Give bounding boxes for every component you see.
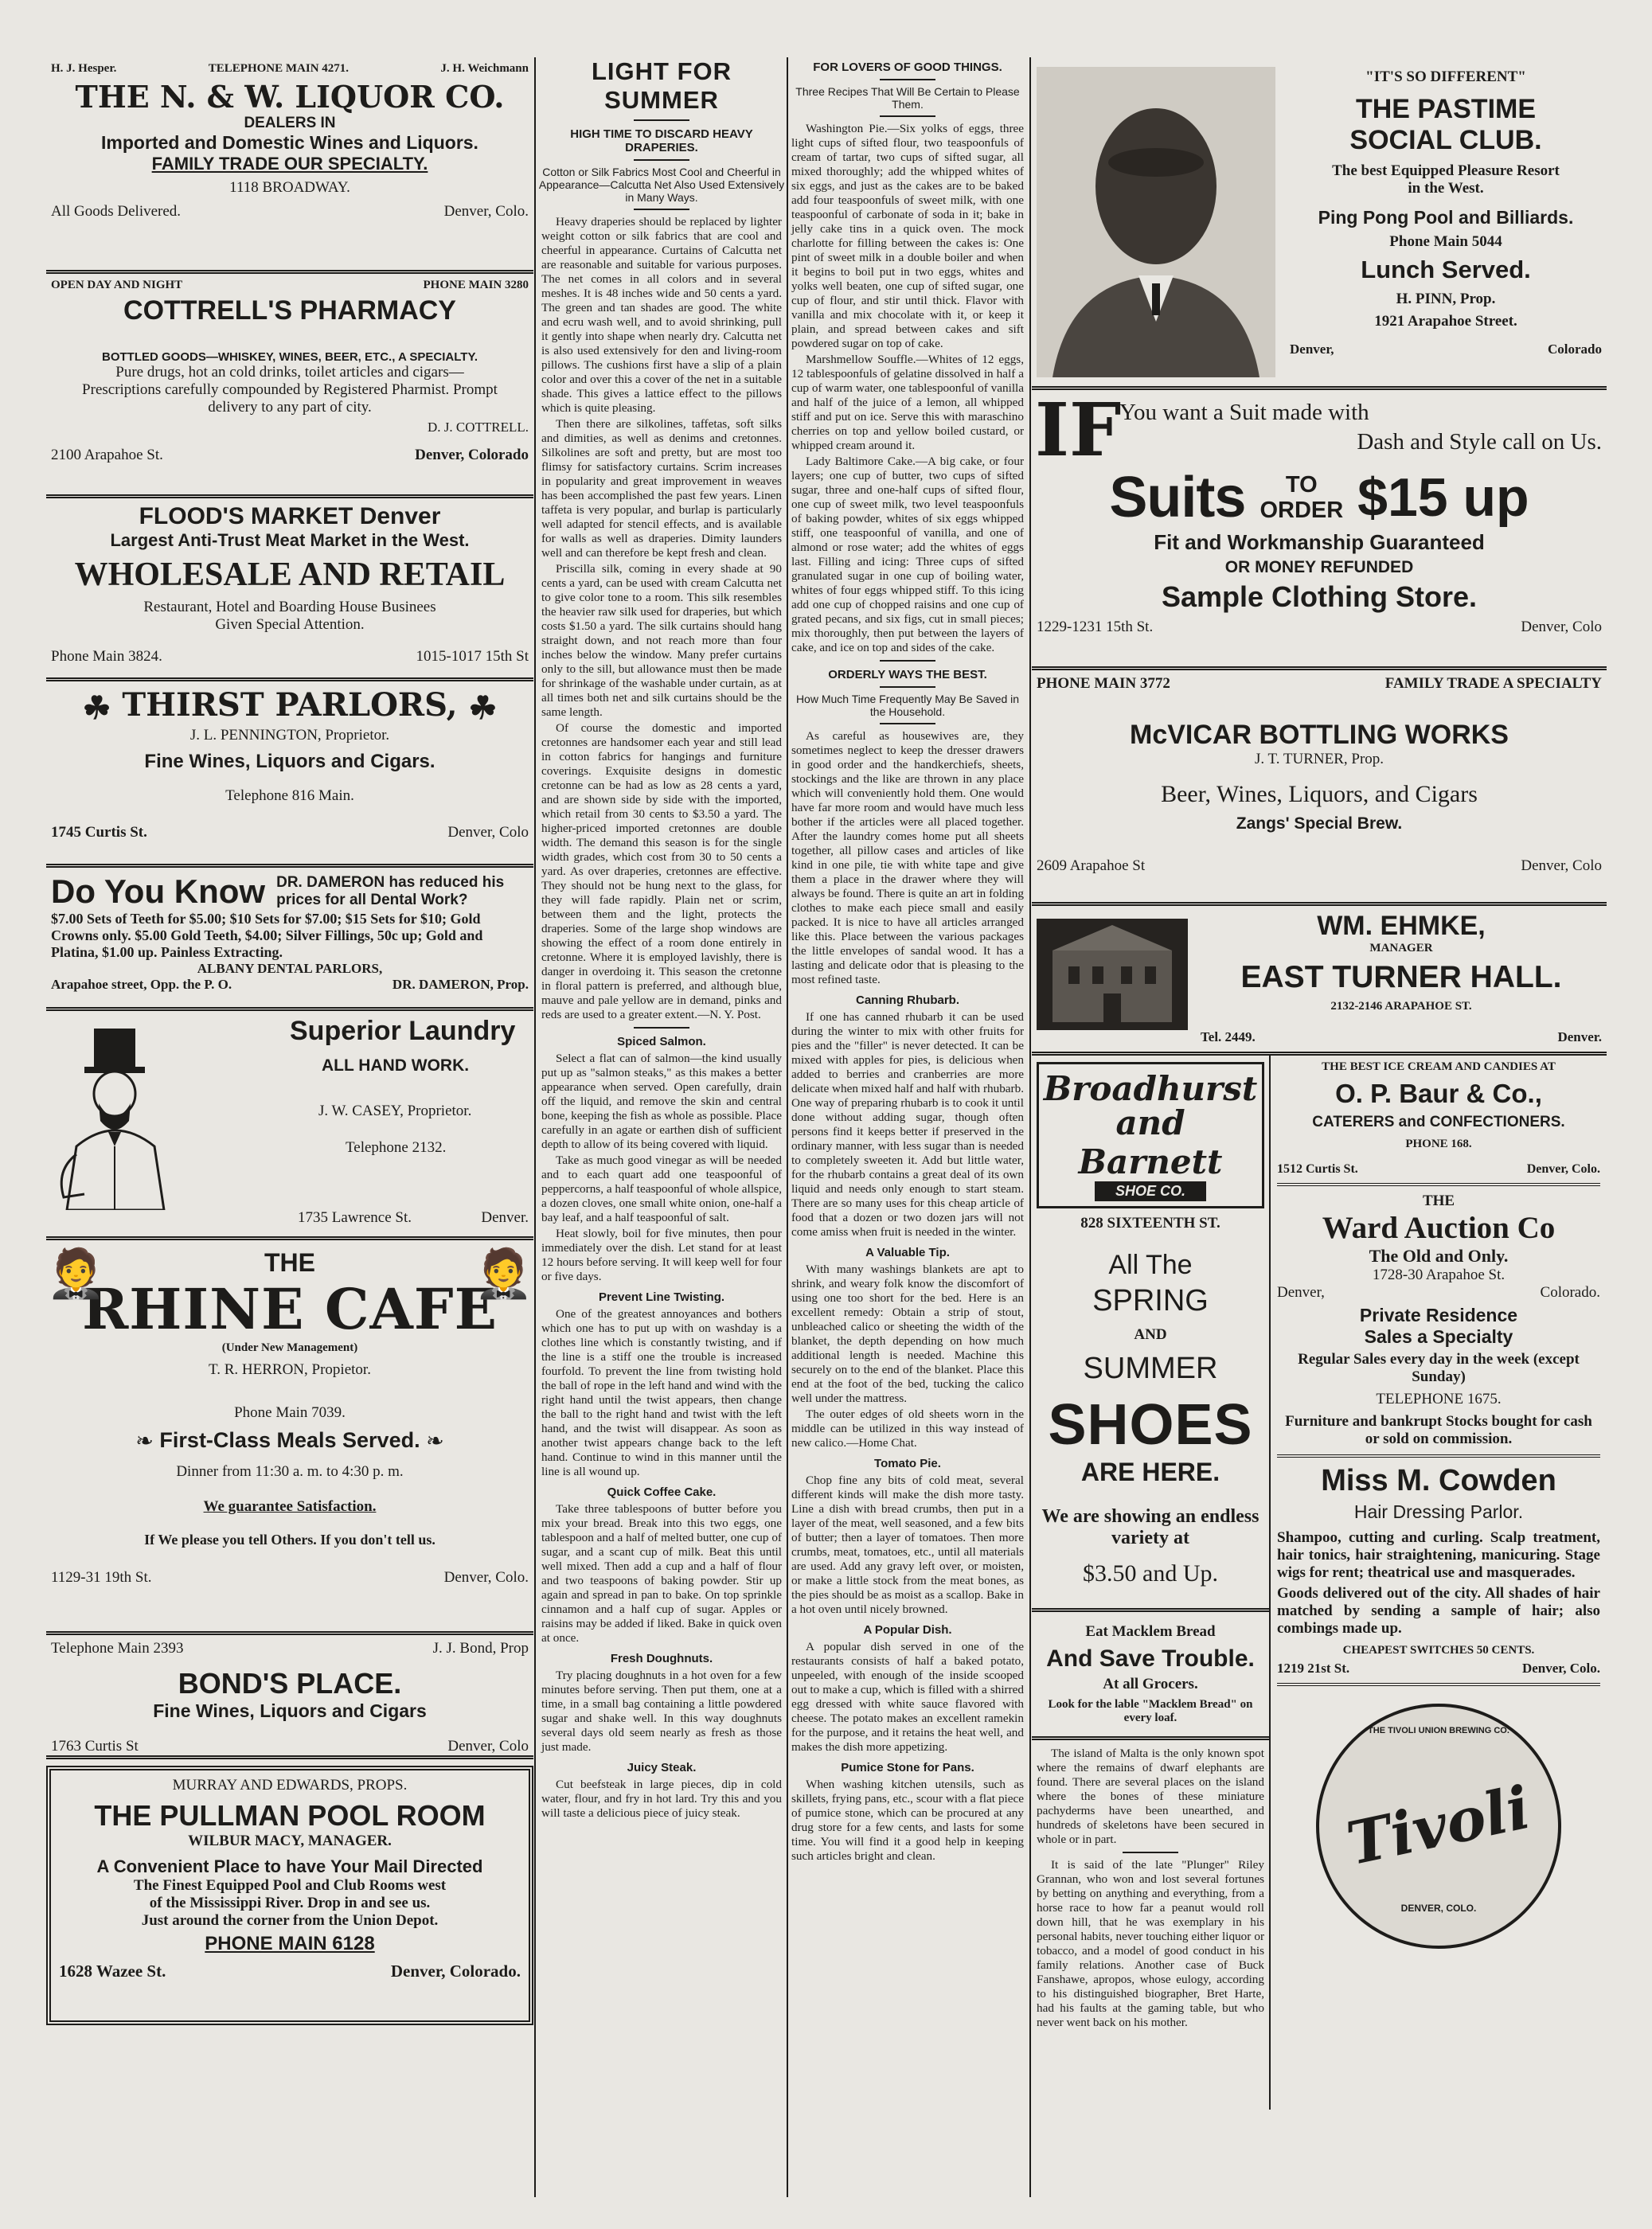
liquor-address: 1118 BROADWAY. xyxy=(229,179,350,196)
rhine-phone: Phone Main 7039. xyxy=(234,1404,346,1421)
article-tomato-title: Tomato Pie. xyxy=(874,1457,941,1470)
waiter-left-icon: 🤵 xyxy=(46,1247,106,1300)
bond-phone: Telephone Main 2393 xyxy=(51,1640,184,1657)
bond-name: BOND'S PLACE. xyxy=(178,1667,402,1700)
bond-city: Denver, Colo xyxy=(447,1738,529,1755)
broadhurst-line3: SHOE CO. xyxy=(1095,1181,1206,1201)
liquor-name: THE N. & W. LIQUOR CO. xyxy=(75,79,505,115)
article-paragraph: When washing kitchen utensils, such as skillets, frying pans, etc., scour with a flat piece of pumice stone, which can be procured at any drug store for a few cents, and lasts for some time. You will find it a good help in keeping such articles bright and clean. xyxy=(791,1778,1024,1863)
pharmacy-city: Denver, Colorado xyxy=(415,447,529,463)
broadhurst-all: All The xyxy=(1108,1250,1193,1280)
tivoli-ad xyxy=(1277,1686,1600,1949)
pullman-pool-room-ad xyxy=(46,1766,533,2025)
cowden-city: Denver, Colo. xyxy=(1521,1661,1600,1676)
article-paragraph: Then there are silkolines, taffetas, soft silks and dimities, as well as denims and cretonnes. Silkolines are soft and pretty, but are most too flimsy for satisfactory curtains. Scrim increases in popularity and great improvement in weaves has been accomplished the past few years. Linen taffeta is very popular, and burlap is particularly well adapted for stencil effects, and is available for walls as well as draperies. Dimity launders well and can therefore be kept fresh and clean. xyxy=(541,417,782,560)
laundry-address: 1735 Lawrence St. xyxy=(298,1209,412,1226)
broadhurst-line2: and Barnett xyxy=(1078,1103,1223,1181)
clover-icon: ☘ xyxy=(82,689,111,727)
suits-store: Sample Clothing Store. xyxy=(1161,580,1478,613)
mcvicar-address: 2609 Arapahoe St xyxy=(1037,857,1146,874)
tivoli-ring: THE TIVOLI UNION BREWING CO. xyxy=(1368,1726,1509,1735)
suits-address: 1229-1231 15th St. xyxy=(1037,619,1154,635)
article-line-body xyxy=(541,1307,782,1479)
liquor-partner-left: H. J. Hesper. xyxy=(51,62,117,75)
mcvicar-ad xyxy=(1032,670,1607,906)
article-rhubarb-body xyxy=(791,1010,1024,1239)
ward-state: Colorado. xyxy=(1540,1284,1600,1301)
leaf-icon: ❧ xyxy=(426,1429,444,1454)
article-orderly-subhead: How Much Time Frequently May Be Saved in the Household. xyxy=(795,693,1020,718)
ward-regular: Regular Sales every day in the week (except Sunday) xyxy=(1298,1351,1580,1385)
article-orderly-title: ORDERLY WAYS THE BEST. xyxy=(828,668,987,681)
baur-city: Denver, Colo. xyxy=(1526,1162,1600,1176)
pharmacy-ad xyxy=(46,274,533,498)
baur-top: THE BEST ICE CREAM AND CANDIES AT xyxy=(1322,1060,1556,1073)
thirst-city: Denver, Colo xyxy=(447,823,529,841)
dental-address: Arapahoe street, Opp. the P. O. xyxy=(51,977,232,992)
pharmacy-text: Pure drugs, hot an cold drinks, toilet articles and cigars—Prescriptions carefully compounded by Registered Pharmist. Prompt delivery to any part of city. xyxy=(82,364,498,416)
rhine-name: RHINE CAFE xyxy=(82,1276,498,1342)
rhine-cafe-ad xyxy=(46,1240,533,1635)
article-paragraph: Heavy draperies should be replaced by lighter weight cotton or silk fabrics that are cool and cheerful in appearance. Curtains of Calcutta net are reasonable and suitable for various purposes. The net comes in all colors and in several meshes. It is 48 inches wide and 50 cents a yard. The green and tan shades are good. The white and ecru wash well, and to avoid shrinking, pull it gently into shape when nearly dry. Calcutta net is also used extensively for den and living-room pillows. The cushions first have a slip of a plain color and over this a cover of the net in a suitable shade. This gives a lattice effect to the pillows which is quite pleasing. xyxy=(541,215,782,415)
pharmacy-bottled: BOTTLED GOODS—WHISKEY, WINES, BEER, ETC., A SPECIALTY. xyxy=(102,350,478,364)
pastime-club-ad xyxy=(1032,57,1607,390)
dental-signature: DR. DAMERON, Prop. xyxy=(392,977,529,992)
baur-name: O. P. Baur & Co., xyxy=(1335,1079,1542,1108)
rhine-city: Denver, Colo. xyxy=(443,1569,529,1587)
article-tip-body xyxy=(791,1263,1024,1450)
flood-name: FLOOD'S MARKET Denver xyxy=(139,503,441,529)
article-drapery-subhead: HIGH TIME TO DISCARD HEAVY DRAPERIES. xyxy=(570,127,753,154)
building-engraving-icon xyxy=(1037,919,1188,1030)
pastime-desc1: The best Equipped Pleasure Resort xyxy=(1332,162,1560,179)
cowden-ad xyxy=(1277,1458,1600,1686)
pastime-lunch: Lunch Served. xyxy=(1361,256,1531,283)
suits-dash: Dash and Style call on Us. xyxy=(1357,429,1602,455)
cowden-services: Shampoo, cutting and curling. Scalp treatment, hair tonics, hair straightening, manicuring. Stage wigs for rent; theatrical use and masquerades. xyxy=(1277,1529,1600,1581)
baur-phone: PHONE 168. xyxy=(1405,1138,1472,1150)
cowden-address: 1219 21st St. xyxy=(1277,1661,1350,1676)
malta-article xyxy=(1037,1747,1264,2030)
rhine-meals: First-Class Meals Served. xyxy=(159,1428,420,1452)
suits-money: OR MONEY REFUNDED xyxy=(1224,558,1414,576)
broadhurst-showing: We are showing an endless variety at xyxy=(1041,1506,1260,1548)
dental-reduced: DR. DAMERON has reduced his prices for all Dental Work? xyxy=(276,874,505,908)
ward-telephone: TELEPHONE 1675. xyxy=(1376,1391,1502,1407)
ward-furniture: Furniture and bankrupt Stocks bought for cash or sold on commission. xyxy=(1285,1413,1592,1447)
leaf-icon: ❧ xyxy=(135,1429,154,1454)
article-paragraph: Take three tablespoons of butter before you mix your bread. Break into this two eggs, one tablespoon and a half of melted butter, one cup of sugar, and a scant cup of milk. Beat this until well mixed. Then add a cup and a half of flour and two teaspoons of baking powder. Stir up again and spread in pan to bake. On top sprinkle cinnamon and a half cup of sugar. Apples or raisins may be added if liked. Bake in quick oven at once. xyxy=(541,1502,782,1645)
suits-city: Denver, Colo xyxy=(1521,619,1602,635)
laundry-ad xyxy=(46,1011,533,1240)
mcvicar-name: McVICAR BOTTLING WORKS xyxy=(1130,720,1509,750)
laundry-city: Denver. xyxy=(481,1209,529,1226)
column-rule xyxy=(1029,57,1031,2197)
article-salmon-body xyxy=(541,1052,782,1284)
turner-hall: EAST TURNER HALL. xyxy=(1240,960,1562,994)
macklem-line4: Look for the lable "Macklem Bread" on every loaf. xyxy=(1048,1698,1253,1724)
turner-city: Denver. xyxy=(1557,1029,1602,1044)
thirst-goods: Fine Wines, Liquors and Cigars. xyxy=(144,750,435,772)
article-tip-title: A Valuable Tip. xyxy=(865,1246,950,1259)
pullman-props: MURRAY AND EDWARDS, PROPS. xyxy=(172,1777,408,1794)
pullman-manager: WILBUR MACY, MANAGER. xyxy=(188,1833,392,1849)
ward-old: The Old and Only. xyxy=(1369,1246,1509,1266)
turner-address: 2132-2146 ARAPAHOE ST. xyxy=(1330,1000,1472,1013)
waiter-right-icon: 🤵 xyxy=(474,1247,533,1300)
pullman-name: THE PULLMAN POOL ROOM xyxy=(94,1799,486,1832)
article-line-title: Prevent Line Twisting. xyxy=(598,1290,725,1304)
broadhurst-price: $3.50 and Up. xyxy=(1083,1560,1218,1587)
turner-hall-ad xyxy=(1032,906,1607,1056)
pullman-phone: PHONE MAIN 6128 xyxy=(205,1933,375,1954)
liquor-partner-right: J. H. Weichmann xyxy=(440,62,529,75)
ad-column-left xyxy=(46,57,533,2197)
thirst-address: 1745 Curtis St. xyxy=(51,823,147,841)
turner-tel: Tel. 2449. xyxy=(1201,1029,1256,1044)
article-paragraph: A popular dish served in one of the restaurants consists of half a baked potato, unpeeled, with enough of the inside scooped out to make a cup, which is filled with a shirred egg dressed with white sauce flavored with cheese. The potato makes an excellent ramekin for the purpose, and it retains the heat well, and makes the dish more appetizing. xyxy=(791,1640,1024,1754)
macklem-line3: At all Grocers. xyxy=(1103,1676,1198,1692)
flood-phone: Phone Main 3824. xyxy=(51,648,162,665)
pullman-text2: of the Mississippi River. Drop in and see us. xyxy=(149,1895,431,1911)
thirst-phone: Telephone 816 Main. xyxy=(225,787,354,804)
broadhurst-logo xyxy=(1037,1062,1264,1208)
ad-column-right xyxy=(1032,57,1607,2197)
clover-icon: ☘ xyxy=(468,689,498,727)
laundry-hand: ALL HAND WORK. xyxy=(322,1056,470,1075)
pastime-phone: Phone Main 5044 xyxy=(1389,233,1502,250)
article-paragraph: As careful as housewives are, they sometimes neglect to keep the dresser drawers in good order and the handkerchiefs, sheets, stockings and the like are thrown in any place which will conveniently hold them. One would have far more room and would have much less bother if the articles were all placed together. After the laundry comes home put all sheets together, all pillow cases and articles of like kind in one pile, tie with white tape and give them a place in the drawer where they will always be found. There is quite an art in folding clothes to make each piece small and easily packed. It is nice to have all articles arranged like this. Place between the various packages the little envelopes of sandal wood. It has a lasting and delicate odor that is pleasing to the most refined taste. xyxy=(791,729,1024,986)
flood-tag: Largest Anti-Trust Meat Market in the West. xyxy=(110,530,470,550)
broadhurst-and: AND xyxy=(1134,1326,1167,1343)
flood-address: 1015-1017 15th St xyxy=(416,648,529,665)
article-paragraph: Lady Baltimore Cake.—A big cake, or four layers; one cup of butter, two cups of sifted sugar, three and one-half cups of sifted flour, one cup of sweet milk, two level teaspoonfuls of baking powder, whites of six eggs whipped stiff, one teaspoonful of vanilla, and one of almond or rose water; add the whites of eggs last. Filling and icing: Three cups of sifted granulated sugar in one cup of boiling water, whites of four eggs whipped stiff. To this icing add one cup of chopped raisins and one cup of grated pecans, and six figs, cut in small pieces; mix thoroughly, then put between the layers of cake, and ice on top and sides of the cake. xyxy=(791,455,1024,654)
turner-name: WM. EHMKE, xyxy=(1317,911,1486,941)
article-paragraph: The island of Malta is the only known spot where the remains of dwarf elephants are found. There are several places on the island where the bones of these miniature pachyderms have been unearthed, and hundreds of skeletons have been secured in whole or in part. xyxy=(1037,1747,1264,1846)
article-salmon-title: Spiced Salmon. xyxy=(617,1035,706,1048)
article-tomato-body xyxy=(791,1474,1024,1617)
laundry-prop: J. W. CASEY, Proprietor. xyxy=(318,1103,472,1119)
bond-address: 1763 Curtis St xyxy=(51,1738,139,1755)
article-steak-body xyxy=(541,1778,782,1821)
article-paragraph: The outer edges of old sheets worn in the middle can be utilized in this way instead of new calico.—Home Chat. xyxy=(791,1407,1024,1450)
article-lovers-body xyxy=(791,122,1024,655)
mcvicar-prop: J. T. TURNER, Prop. xyxy=(1254,751,1384,767)
baur-address: 1512 Curtis St. xyxy=(1277,1162,1358,1176)
pullman-text3: Just around the corner from the Union Depot. xyxy=(141,1912,439,1929)
article-paragraph: Of course the domestic and imported cretonnes are handsomer each year and still lead in cotton fabrics for hangings and furniture coverings. Exquisite designs in domestic cretonne can be had as low as 28 cents a yard, and are shown side by side with the imported, which retail from 30 cents to $3.50 a yard. The higher-priced imported cretonnes are double width. The demand this season is for the single width grades, which cost from 30 to 50 cents a yard. As over draperies, cretonnes are effective. They should not be hung next to the glass, for they will fade rapidly. Plain net or scrim, between them and the light, protects the draperies. Some of the large shop windows are showing the effect of a room done entirely in cretonne. Where it is employed lavishly, there is danger in overdoing it. This season the cretonne in floral pattern is preferred, and although blue, mauve and pale yellow are in demand, pinks and reds are used to a greater extent.—N. Y. Post. xyxy=(541,721,782,1021)
broadhurst-column xyxy=(1032,1056,1271,2110)
pastime-name2: SOCIAL CLUB. xyxy=(1349,125,1542,155)
pastime-ping-pong: Ping Pong Pool and Billiards. xyxy=(1318,207,1574,228)
right-subcolumn xyxy=(1271,1056,1607,2110)
suits-price: $15 up xyxy=(1357,467,1529,528)
pharmacy-signature: D. J. COTTRELL. xyxy=(427,420,529,435)
ward-the: THE xyxy=(1422,1193,1455,1209)
article-orderly-body xyxy=(791,729,1024,987)
cowden-cheap: CHEAPEST SWITCHES 50 CENTS. xyxy=(1342,1644,1535,1657)
broadhurst-summer: SUMMER xyxy=(1083,1352,1218,1385)
ward-name: Ward Auction Co xyxy=(1322,1211,1556,1245)
article-coffee-body xyxy=(541,1502,782,1645)
pharmacy-address: 2100 Arapahoe St. xyxy=(51,447,163,463)
article-doughnut-title: Fresh Doughnuts. xyxy=(610,1652,713,1665)
gentleman-illustration-icon xyxy=(53,1027,180,1210)
rhine-prop: T. R. HERRON, Propietor. xyxy=(209,1361,371,1378)
tivoli-name: Tivoli xyxy=(1341,1773,1537,1880)
article-steak-title: Juicy Steak. xyxy=(627,1761,697,1774)
liquor-family: FAMILY TRADE OUR SPECIALTY. xyxy=(151,154,428,174)
rhine-management: (Under New Management) xyxy=(221,1341,358,1354)
tivoli-seal-icon xyxy=(1316,1704,1561,1949)
pastime-tagline: "IT'S SO DIFFERENT" xyxy=(1365,68,1526,85)
pullman-address: 1628 Wazee St. xyxy=(59,1962,166,1981)
rhine-guarantee: We guarantee Satisfaction. xyxy=(203,1498,377,1516)
bond-prop: J. J. Bond, Prop xyxy=(432,1640,529,1657)
macklem-line2: And Save Trouble. xyxy=(1046,1645,1255,1672)
article-paragraph: Take as much good vinegar as will be needed and to each quart add one teaspoonful of peppercorns, a half teaspoonful of whole allspice, a dozen cloves, one small white onion, one-half a bay leaf, and a half teaspoonful of salt. xyxy=(541,1154,782,1224)
ward-address: 1728-30 Arapahoe St. xyxy=(1372,1267,1506,1283)
ward-private2: Sales a Specialty xyxy=(1364,1326,1513,1347)
article-popular-title: A Popular Dish. xyxy=(863,1623,952,1637)
ward-city: Denver, xyxy=(1277,1284,1325,1301)
broadhurst-line1: Broadhurst xyxy=(1043,1069,1258,1108)
rhine-please: If We please you tell Others. If you don't tell us. xyxy=(144,1532,435,1548)
article-lovers-title: FOR LOVERS OF GOOD THINGS. xyxy=(813,61,1002,74)
broadhurst-shoes: SHOES xyxy=(1048,1393,1253,1457)
pastime-prop: H. PINN, Prop. xyxy=(1396,291,1496,307)
article-paragraph: Try placing doughnuts in a hot oven for a few minutes before serving. Then put them, one at a time, in a small bag containing a little powdered sugar and shake well. In this way doughnuts several days old seem nearly as fresh as those just made. xyxy=(541,1669,782,1754)
bonds-place-ad xyxy=(46,1635,533,1759)
broadhurst-spring: SPRING xyxy=(1092,1284,1209,1317)
macklem-line1: Eat Macklem Bread xyxy=(1085,1623,1216,1640)
article-rhubarb-title: Canning Rhubarb. xyxy=(856,993,959,1007)
suits-if: IF xyxy=(1035,390,1122,473)
article-paragraph: Marshmellow Souffle.—Whites of 12 eggs, 12 tablespoonfuls of gelatine dissolved in half a cup of warm water, one tablespoonful of vanilla and half of the juice of a lemon, all whipped stiff and put on ice. Serve this with maraschino cherries on top and yellow boiled custard, or whipped cream around it. xyxy=(791,353,1024,452)
pharmacy-name: COTTRELL'S PHARMACY xyxy=(123,295,456,326)
bond-goods: Fine Wines, Liquors and Cigars xyxy=(153,1700,427,1721)
suits-to: TO xyxy=(1285,472,1318,498)
pharmacy-phone: PHONE MAIN 3280 xyxy=(423,279,529,291)
broadhurst-here: ARE HERE. xyxy=(1080,1458,1220,1486)
dental-prices: $7.00 Sets of Teeth for $5.00; $10 Sets for $7.00; $15 Sets for $10; Gold Crowns only. $5.00 Gold Teeth, $4.00; Silver Fillings, 50c up; Gold and Platina, $1.00 up. Painless Extracting. xyxy=(51,911,483,960)
cowden-name: Miss M. Cowden xyxy=(1321,1464,1556,1497)
suits-word: Suits xyxy=(1109,466,1246,529)
liquor-delivered: All Goods Delivered. xyxy=(51,203,182,220)
article-paragraph: Chop fine any bits of cold meat, several different kinds will make the dish more tasty. Line a dish with bread crumbs, then put in a layer of the meat, well seasoned, and a few bits of butter; then a layer of tomatoes. Then more crumbs, meat, tomatoes, etc., until all materials are used. Add any gravy left over, or moisten, or make a little stock from the meat bones, as the pies should be as moist as a scallop. Bake in a hot oven until nicely browned. xyxy=(791,1474,1024,1616)
ward-private1: Private Residence xyxy=(1359,1305,1518,1325)
broadhurst-address: 828 SIXTEENTH ST. xyxy=(1080,1215,1220,1232)
laundry-name: Superior Laundry xyxy=(290,1016,516,1046)
liquor-goods: Imported and Domestic Wines and Liquors. xyxy=(101,132,478,153)
article-drapery-deck: Cotton or Silk Fabrics Most Cool and Cheerful in Appearance—Calcutta Net Also Used Extensively in Many Ways. xyxy=(538,166,785,204)
rhine-dinner: Dinner from 11:30 a. m. to 4:30 p. m. xyxy=(176,1463,404,1481)
mcvicar-brew: Zangs' Special Brew. xyxy=(1236,814,1403,833)
pastime-address: 1921 Arapahoe Street. xyxy=(1374,313,1517,330)
article-popular-body xyxy=(791,1640,1024,1755)
thirst-parlors-ad xyxy=(46,681,533,868)
turner-manager: MANAGER xyxy=(1369,942,1433,954)
flood-sub2: Given Special Attention. xyxy=(215,616,365,633)
article-pumice-title: Pumice Stone for Pans. xyxy=(841,1761,974,1774)
pastime-desc2: in the West. xyxy=(1408,180,1484,197)
suits-order: ORDER xyxy=(1260,498,1344,523)
ward-auction-ad xyxy=(1277,1186,1600,1458)
mcvicar-city: Denver, Colo xyxy=(1521,857,1602,874)
article-coffee-title: Quick Coffee Cake. xyxy=(607,1485,717,1499)
pharmacy-hours: OPEN DAY AND NIGHT xyxy=(51,279,183,291)
thirst-name: THIRST PARLORS, xyxy=(122,686,458,724)
pullman-city: Denver, Colorado. xyxy=(390,1962,521,1981)
suits-ad xyxy=(1032,390,1607,670)
mcvicar-phone: PHONE MAIN 3772 xyxy=(1037,675,1170,692)
rhine-the: THE xyxy=(264,1248,315,1277)
article-drapery-body xyxy=(541,215,782,1022)
mcvicar-goods: Beer, Wines, Liquors, and Cigars xyxy=(1161,781,1478,807)
dental-ad xyxy=(46,868,533,1011)
article-column-2 xyxy=(538,57,785,2197)
flood-market-ad xyxy=(46,498,533,681)
article-paragraph: Heat slowly, boil for five minutes, then pour immediately over the dish. Let stand for at least 12 hours before serving. It will keep well for four or five days. xyxy=(541,1227,782,1283)
article-doughnut-body xyxy=(541,1669,782,1755)
liquor-dealers: DEALERS IN xyxy=(244,115,336,131)
mcvicar-family: FAMILY TRADE A SPECIALTY xyxy=(1384,675,1602,692)
flood-wholesale: WHOLESALE AND RETAIL xyxy=(74,556,506,593)
article-paragraph: If one has canned rhubarb it can be used during the winter to mix with other fruits for pies and the "filler" is never detected. It can be mixed with apples for pies, is delicious when added to berries and cranberries are more delicate when mixed half and half with rhubarb. One way of preparing rhubarb is to cook it until done without adding sugar, though often persons find it keeps better if preserved in the ordinary manner, with less sugar than is needed to completely sweeten it. Add but little water, for the rhubarb contains a great deal of its own liquid and needs only enough to start steam. There are so many uses for this cheap article of food that a dozen or two dozen jars will not come amiss when fruit is needed in the winter. xyxy=(791,1010,1024,1239)
article-paragraph: Priscilla silk, coming in every shade at 90 cents a yard, can be used with cream Calcutta net to give color tone to a room. This silk resembles the heavier raw silk used for draperies, but which costs $1.50 a yard. The silk curtains should hang straight down, and not reach more than four inches below the window. Many prefer curtains only to the sill, but allowance must then be made for shrinkage of the washable under curtain, as at all times both net and silk curtains should be the same length. xyxy=(541,562,782,719)
pullman-text1: The Finest Equipped Pool and Club Rooms west xyxy=(133,1877,447,1894)
baur-caterers: CATERERS and CONFECTIONERS. xyxy=(1312,1114,1565,1130)
article-drapery-title: LIGHT FOR SUMMER xyxy=(591,57,732,114)
liquor-ad xyxy=(46,57,533,274)
article-paragraph: Select a flat can of salmon—the kind usually put up as "salmon steaks," as this makes a better appearance when served. Open carefully, drain off the liquid, and remove the skin and central bone, keeping the fish as whole as possible. Place carefully in an agate or earthen dish of sufficient depth to allow of its being covered with liquid. xyxy=(541,1052,782,1151)
article-pumice-body xyxy=(791,1778,1024,1864)
article-column-3 xyxy=(788,57,1027,2197)
rhine-address: 1129-31 19th St. xyxy=(51,1569,152,1587)
dental-albany: ALBANY DENTAL PARLORS, xyxy=(197,961,383,976)
cowden-goods: Goods delivered out of the city. All shades of hair matched by sending a sample of hair; also combings made up. xyxy=(1277,1585,1600,1637)
baur-ad xyxy=(1277,1060,1600,1186)
liquor-phone: TELEPHONE MAIN 4271. xyxy=(208,62,350,75)
pastime-name1: THE PASTIME xyxy=(1355,94,1537,124)
pastime-state: Colorado xyxy=(1548,342,1602,357)
dental-headline: Do You Know xyxy=(51,872,266,910)
right-column-split xyxy=(1032,1056,1607,2110)
article-paragraph: Cut beefsteak in large pieces, dip in cold water, flour, and fry in hot lard. Try this and you will taste a delicious piece of juicy steak. xyxy=(541,1778,782,1820)
laundry-phone: Telephone 2132. xyxy=(346,1139,447,1156)
pastime-city: Denver, xyxy=(1290,342,1334,357)
article-lovers-subhead: Three Recipes That Will Be Certain to Please Them. xyxy=(795,85,1020,111)
article-paragraph: One of the greatest annoyances and bothers which one has to put up with on washday is a clothes line which is constantly twisting, and if the line is a stiff one the trouble is increased fourfold. To prevent the line from twisting hold the ball of rope in the left hand and wind with the right hand until the twist appears, then change the ball to the right hand and twist with the left hand, and the twist will disappear. As soon as another twist appears change back to the left hand. Continue to wind in this manner until the line is all wound up. xyxy=(541,1307,782,1478)
suits-fit: Fit and Workmanship Guaranteed xyxy=(1154,530,1485,554)
liquor-city: Denver, Colo. xyxy=(443,203,529,220)
thirst-prop: J. L. PENNINGTON, Proprietor. xyxy=(189,726,390,744)
flood-sub1: Restaurant, Hotel and Boarding House Businees xyxy=(143,599,436,615)
portrait-photo-icon xyxy=(1037,67,1275,377)
article-paragraph: It is said of the late "Plunger" Riley Grannan, who won and lost several fortunes by betting on anything and everything, from a horse race to how far a peanut would roll down hill, that he was exemplary in his personal habits, never touching either liquor or tobacco, and a model of good conduct in his family relations. Another case of Buck Fanshawe, apropos, whose eulogy, according to his distinguished biographer, Bret Harte, had his faults at the gaming table, but who never went back on his mother. xyxy=(1037,1858,1264,2029)
suits-want: You want a Suit made with xyxy=(1119,400,1369,425)
pullman-mail: A Convenient Place to have Your Mail Directed xyxy=(96,1856,483,1876)
column-rule xyxy=(534,57,536,2197)
tivoli-city: DENVER, COLO. xyxy=(1400,1903,1477,1914)
article-paragraph: Washington Pie.—Six yolks of eggs, three light cups of sifted flour, two teaspoonfuls of cream of tartar, two cups of sifted sugar, all mixed thoroughly; add the whipped whites of six eggs, and just as the cakes are to be baked add four teaspoonfuls of sweet milk, with one teaspoonful of carbonate of soda in it; bake in jelly cake tins in a quick oven. The mock charlotte for filling between the cakes is: One pint of sweet milk in a double boiler and when it begins to boil put in two eggs, whites and yolks well beaten, one cup of sifted sugar, one cup of flour, and stir until thick. Flavor with vanilla and mix chocolate with it, or keep it plain, and spread between cakes and sift powdered sugar on top of cake. xyxy=(791,122,1024,350)
article-paragraph: With many washings blankets are apt to shrink, and weary folk know the discomfort of using one too short for the bed. Here is an excellent remedy: Obtain a strip of stout, unbleached calico or sheeting the width of the blanket, the depth depending on how much additional length is needed. Machine this securely on to the end of the blanket. Place this end at the foot of the bed, tucking the calico well under the mattress. xyxy=(791,1263,1024,1405)
cowden-title: Hair Dressing Parlor. xyxy=(1353,1501,1524,1522)
